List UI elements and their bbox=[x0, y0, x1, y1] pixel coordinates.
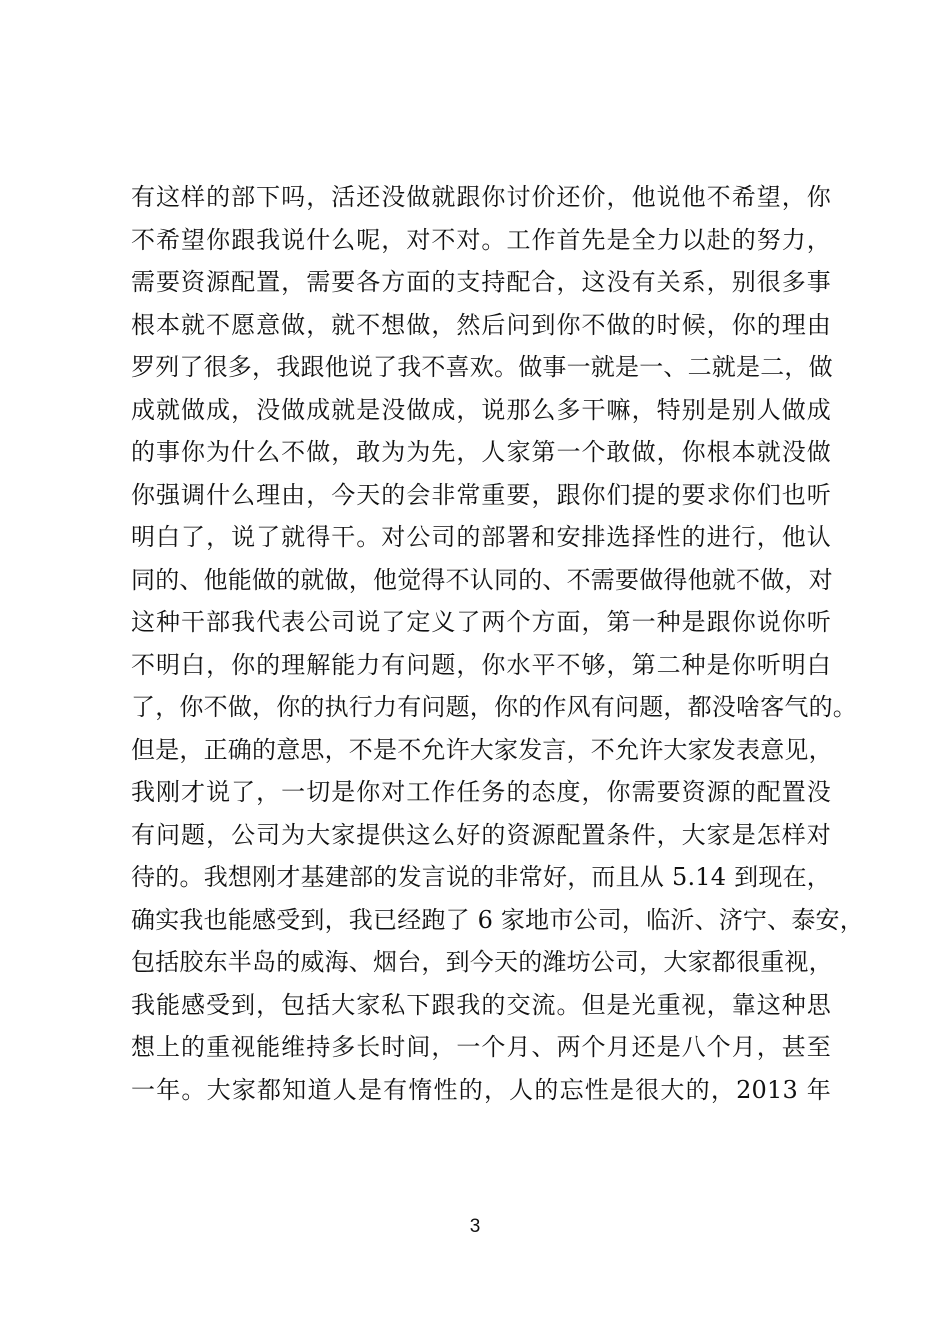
text-line: 不希望你跟我说什么呢，对不对。工作首先是全力以赴的努力， bbox=[131, 225, 831, 254]
text-line: 但是，正确的意思，不是不允许大家发言，不允许大家发表意见， bbox=[131, 735, 833, 764]
text-line: 有问题，公司为大家提供这么好的资源配置条件，大家是怎样对 bbox=[131, 820, 831, 849]
text-line: 我刚才说了，一切是你对工作任务的态度，你需要资源的配置没 bbox=[131, 778, 831, 806]
text-line: 想上的重视能维持多长时间，一个月、两个月还是八个月，甚至 bbox=[131, 1033, 831, 1061]
text-line: 确实我也能感受到，我已经跑了 6 家地市公司，临沂、济宁、泰安， bbox=[131, 905, 864, 934]
text-line: 罗列了很多，我跟他说了我不喜欢。做事一就是一、二就是二，做 bbox=[131, 353, 833, 381]
text-line: 我能感受到，包括大家私下跟我的交流。但是光重视，靠这种思 bbox=[131, 990, 831, 1019]
text-line: 同的、他能做的就做，他觉得不认同的、不需要做得他就不做，对 bbox=[131, 565, 833, 594]
text-line: 有这样的部下吗，活还没做就跟你讨价还价，他说他不希望，你 bbox=[131, 183, 831, 211]
text-line: 你强调什么理由，今天的会非常重要，跟你们提的要求你们也听 bbox=[131, 480, 831, 509]
text-line: 包括胶东半岛的威海、烟台，到今天的潍坊公司，大家都很重视， bbox=[131, 948, 833, 976]
text-line: 了，你不做，你的执行力有问题，你的作风有问题，都没啥客气的。 bbox=[131, 693, 857, 721]
text-line: 明白了，说了就得干。对公司的部署和安排选择性的进行，他认 bbox=[131, 523, 831, 551]
text-line: 一年。大家都知道人是有惰性的，人的忘性是很大的，2013 年 bbox=[131, 1075, 831, 1104]
text-line: 的事你为什么不做，敢为为先，人家第一个敢做，你根本就没做 bbox=[131, 438, 831, 466]
text-line: 根本就不愿意做，就不想做，然后问到你不做的时候，你的理由 bbox=[131, 310, 831, 339]
text-line: 待的。我想刚才基建部的发言说的非常好，而且从 5.14 到现在， bbox=[131, 863, 831, 891]
text-line: 不明白，你的理解能力有问题，你水平不够，第二种是你听明白 bbox=[131, 650, 831, 679]
text-line: 这种干部我代表公司说了定义了两个方面，第一种是跟你说你听 bbox=[131, 608, 831, 636]
page-number: 3 bbox=[469, 1216, 481, 1237]
body-text bbox=[131, 176, 864, 1111]
text-line: 需要资源配置，需要各方面的支持配合，这没有关系，别很多事 bbox=[131, 268, 831, 296]
text-line: 成就做成，没做成就是没做成，说那么多干嘛，特别是别人做成 bbox=[131, 395, 831, 424]
